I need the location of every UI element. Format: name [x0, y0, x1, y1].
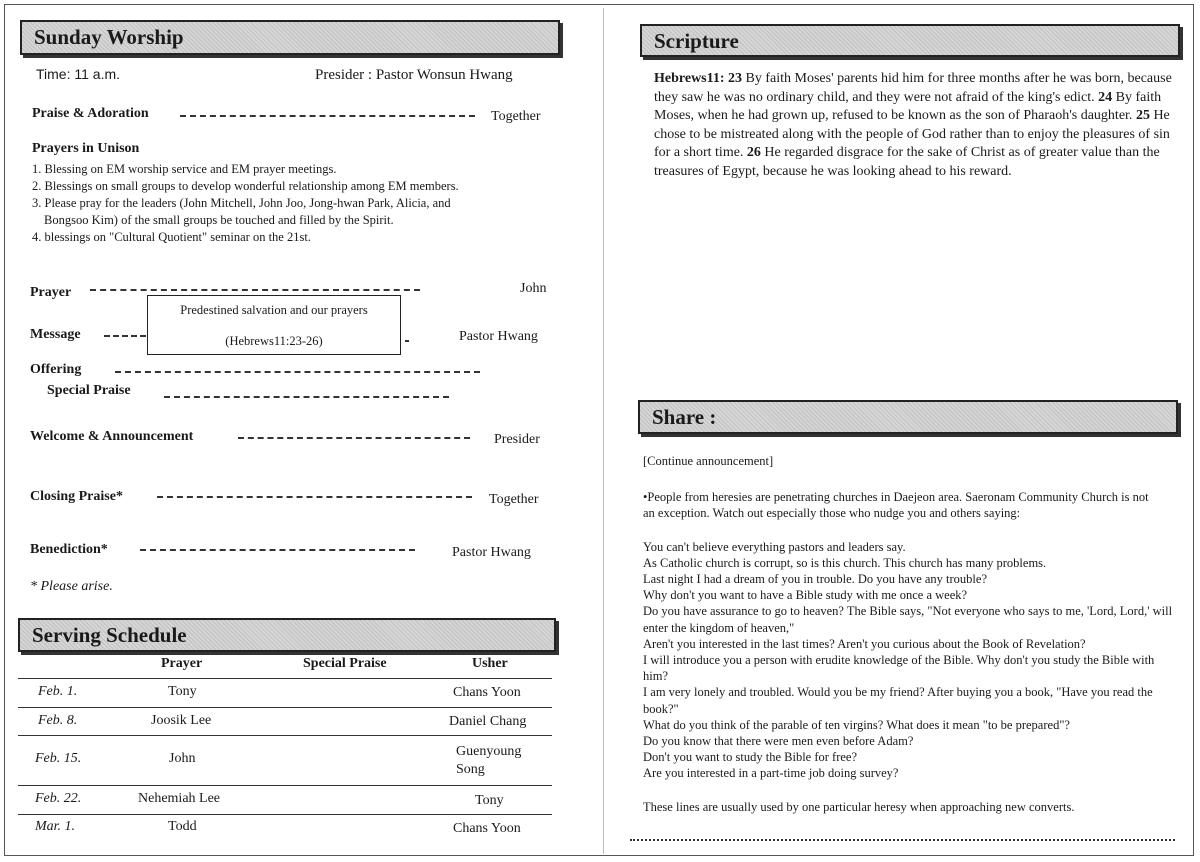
- service-time: Time: 11 a.m.: [36, 66, 121, 82]
- share-line: What do you think of the parable of ten virgins? What does it mean "to be prepared"?: [643, 717, 1070, 732]
- praise-dash: [180, 115, 475, 117]
- share-title: Share :: [652, 405, 717, 429]
- presider: Presider : Pastor Wonsun Hwang: [315, 67, 513, 83]
- share-line: Don't you want to study the Bible for free?: [643, 750, 858, 765]
- message-title: Predestined salvation and our prayers: [180, 303, 368, 317]
- share-header: [638, 400, 1178, 434]
- header-usher: Usher: [472, 656, 508, 671]
- share-closing: These lines are usually used by one particular heresy when approaching new converts.: [643, 799, 1075, 814]
- prayer-label: Prayer: [30, 285, 72, 300]
- header-prayer: Prayer: [161, 656, 203, 671]
- row-prayer: Tony: [168, 684, 197, 699]
- share-line: I will introduce you a person with erudite knowledge of the Bible. Why don't you study the Bible with him?: [643, 653, 1155, 684]
- table-row: [18, 815, 552, 845]
- bottom-dotted-rule: [630, 839, 1175, 841]
- row-prayer: John: [169, 751, 196, 766]
- share-line: Do you have assurance to go to heaven? The Bible says, "Not everyone who says to me, 'Lord, Lord,' will enter the kingdom of heaven,": [643, 604, 1173, 635]
- header-special-praise: Special Praise: [303, 656, 387, 671]
- share-intro: •People from heresies are penetrating churches in Daejeon area. Saeronam Community Church is not an exception. Watch out especially those who nudge you and others saying:: [643, 490, 1149, 521]
- row-usher: Chans Yoon: [453, 685, 521, 700]
- sunday-worship-title: Sunday Worship: [34, 25, 184, 49]
- verse-text: By faith Moses' parents hid him for three months after he was born, because they saw he was no ordinary child, and they were not afraid of the king's edict.: [654, 71, 1172, 105]
- scripture-text: [654, 70, 1174, 181]
- table-row: [18, 786, 552, 815]
- share-line: Aren't you interested in the last times? Aren't you curious about the Book of Revelation?: [643, 636, 1086, 651]
- message-dash-right: [405, 340, 409, 342]
- prayers-title: Prayers in Unison: [32, 141, 140, 156]
- table-header-row: [18, 652, 552, 679]
- arise-note: * Please arise.: [30, 579, 113, 594]
- share-line: Why don't you want to have a Bible study with me once a week?: [643, 588, 968, 603]
- welcome-dash: [238, 437, 470, 439]
- prayer-item: 1. Blessing on EM worship service and EM prayer meetings.: [32, 162, 337, 176]
- verse-number: 23: [728, 71, 743, 86]
- message-box: [147, 295, 401, 355]
- verse-text: He regarded disgrace for the sake of Christ as of greater value than the treasures of Egypt, because he was looking ahead to his reward.: [654, 145, 1160, 179]
- praise-who: Together: [491, 109, 541, 124]
- message-dash-left: [104, 335, 146, 337]
- row-usher: Daniel Chang: [449, 714, 527, 729]
- special-praise-dash: [164, 396, 449, 398]
- special-praise-label: Special Praise: [47, 383, 131, 398]
- closing-label: Closing Praise*: [30, 489, 123, 504]
- scripture-title: Scripture: [654, 29, 739, 53]
- benediction-dash: [140, 549, 415, 551]
- closing-dash: [157, 496, 472, 498]
- row-date: Feb. 1.: [38, 684, 78, 699]
- welcome-who: Presider: [494, 432, 540, 447]
- prayer-who: John: [520, 281, 547, 296]
- message-who: Pastor Hwang: [459, 329, 538, 344]
- row-date: Feb. 22.: [35, 791, 82, 806]
- table-row: [18, 679, 552, 708]
- serving-schedule-header: [18, 618, 556, 652]
- prayer-item: 2. Blessings on small groups to develop wonderful relationship among EM members.: [32, 179, 459, 193]
- scripture-ref: Hebrews11:: [654, 71, 725, 86]
- verse-number: 25: [1135, 108, 1150, 123]
- prayer-item: 4. blessings on "Cultural Quotient" seminar on the 21st.: [32, 230, 311, 244]
- row-usher: Guenyoung Song: [456, 744, 522, 777]
- prayer-item: 3. Please pray for the leaders (John Mitchell, John Joo, Jong-hwan Park, Alicia, and: [32, 196, 451, 210]
- row-date: Feb. 15.: [35, 751, 82, 766]
- prayer-dash: [90, 289, 420, 291]
- row-usher: Tony: [475, 793, 504, 808]
- scripture-header: [640, 24, 1180, 57]
- benediction-label: Benediction*: [30, 542, 108, 557]
- prayers-list: [32, 161, 532, 246]
- message-label: Message: [30, 327, 81, 342]
- table-row: [18, 736, 552, 786]
- verse-text: By faith Moses, when he had grown up, refused to be known as the son of Pharaoh's daughter.: [654, 89, 1162, 123]
- sunday-worship-header: [20, 20, 560, 55]
- share-line: As Catholic church is corrupt, so is this church. This church has many problems.: [643, 555, 1047, 570]
- row-prayer: Todd: [168, 819, 197, 834]
- row-usher: Chans Yoon: [453, 821, 521, 836]
- verse-number: 26: [746, 145, 761, 160]
- share-lines: [643, 539, 1178, 782]
- share-line: I am very lonely and troubled. Would you be my friend? After buying you a book, "Have you read the book?": [643, 685, 1153, 716]
- verse-number: 24: [1098, 89, 1113, 105]
- page-divider: [603, 8, 604, 854]
- serving-schedule-title: Serving Schedule: [32, 623, 187, 647]
- share-line: Last night I had a dream of you in trouble. Do you have any trouble?: [643, 572, 988, 587]
- row-date: Feb. 8.: [38, 713, 78, 728]
- row-prayer: Nehemiah Lee: [138, 791, 221, 806]
- share-line: Are you interested in a part-time job doing survey?: [643, 766, 899, 781]
- share-continue: [Continue announcement]: [643, 454, 774, 468]
- message-ref: (Hebrews11:23-26): [225, 334, 323, 348]
- prayer-item: Bongsoo Kim) of the small groups be touched and filled by the Spirit.: [44, 213, 394, 227]
- benediction-who: Pastor Hwang: [452, 545, 531, 560]
- praise-label: Praise & Adoration: [32, 106, 149, 121]
- row-prayer: Joosik Lee: [151, 713, 212, 728]
- share-body: [643, 453, 1178, 815]
- share-line: You can't believe everything pastors and leaders say.: [643, 539, 906, 554]
- welcome-label: Welcome & Announcement: [30, 429, 194, 444]
- share-line: Do you know that there were men even before Adam?: [643, 734, 914, 749]
- verse-text: He chose to be mistreated along with the people of God rather than to enjoy the pleasures of sin for a short time.: [654, 108, 1170, 160]
- offering-label: Offering: [30, 362, 82, 377]
- table-row: [18, 708, 552, 736]
- offering-dash: [115, 371, 480, 373]
- closing-who: Together: [489, 492, 539, 507]
- row-date: Mar. 1.: [35, 819, 76, 834]
